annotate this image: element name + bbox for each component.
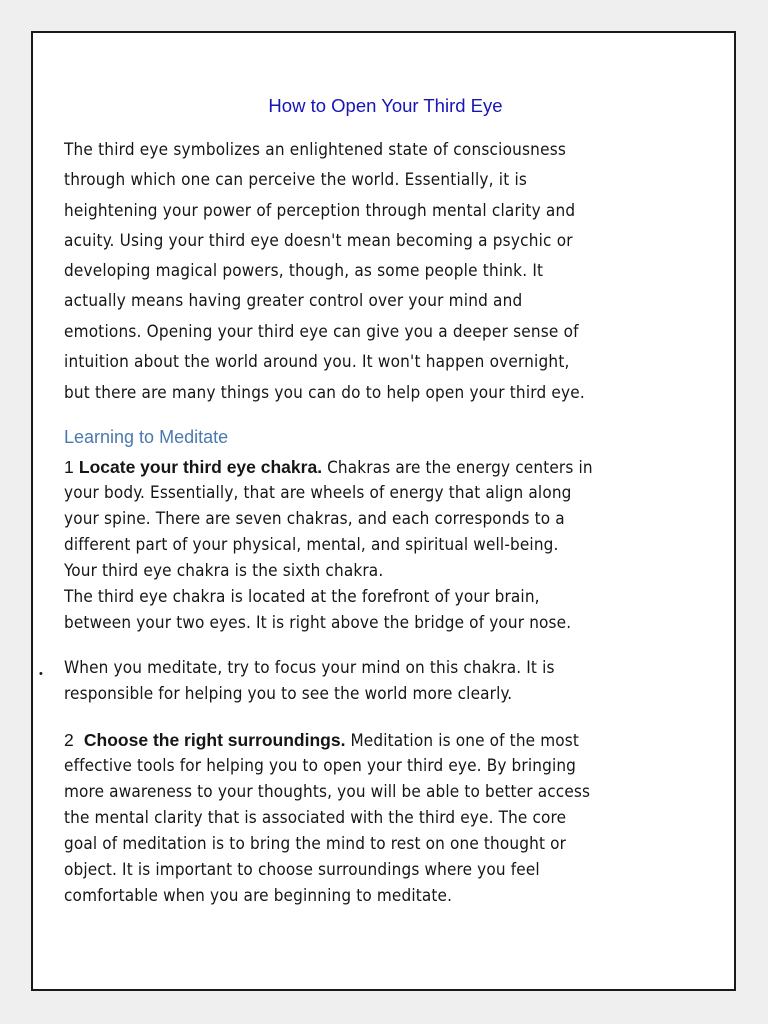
step2-line: more awareness to your thoughts, you will be able to better access [64, 782, 591, 802]
intro-line: The third eye symbolizes an enlightened state of consciousness [64, 140, 567, 160]
bullet-line: When you meditate, try to focus your mind on this chakra. It is [64, 658, 555, 678]
intro-line: through which one can perceive the world. Essentially, it is [64, 170, 528, 190]
step2-line: comfortable when you are beginning to meditate. [64, 886, 453, 906]
intro-line: acuity. Using your third eye doesn't mean becoming a psychic or [64, 231, 573, 251]
intro-line: actually means having greater control over your mind and [64, 291, 523, 311]
step2-first-line [64, 730, 579, 751]
section-heading: Learning to Meditate [64, 427, 229, 447]
step2-lead: Choose the right surroundings. [83, 730, 346, 750]
page-title: How to Open Your Third Eye [268, 95, 503, 116]
step1-line: between your two eyes. It is right above the bridge of your nose. [64, 613, 572, 633]
bullet-line: responsible for helping you to see the world more clearly. [64, 684, 513, 704]
step2-line: effective tools for helping you to open your third eye. By bringing [64, 756, 577, 776]
intro-line: emotions. Opening your third eye can give you a deeper sense of [64, 322, 579, 342]
step1-line: The third eye chakra is located at the forefront of your brain, [64, 587, 540, 607]
step1-line: different part of your physical, mental, and spiritual well-being. [64, 535, 559, 555]
step2-number: 2 [64, 730, 74, 750]
step2-line: object. It is important to choose surroundings where you feel [64, 860, 540, 880]
step1-first-line-rest: Chakras are the energy centers in [327, 458, 593, 478]
bullet-point: • [39, 668, 43, 680]
step2-first-line-rest: Meditation is one of the most [350, 731, 580, 751]
step1-line: Your third eye chakra is the sixth chakra. [64, 561, 384, 581]
intro-line: intuition about the world around you. It won't happen overnight, [64, 352, 570, 372]
step1-number: 1 [64, 457, 74, 477]
intro-line: but there are many things you can do to help open your third eye. [64, 383, 585, 403]
intro-line: developing magical powers, though, as some people think. It [64, 261, 544, 281]
document-page [31, 31, 736, 991]
step1-line: your spine. There are seven chakras, and each corresponds to a [64, 509, 565, 529]
step1-first-line [64, 457, 593, 478]
step1-line: your body. Essentially, that are wheels of energy that align along [64, 483, 572, 503]
intro-line: heightening your power of perception through mental clarity and [64, 201, 576, 221]
step1-lead: Locate your third eye chakra. [78, 457, 323, 477]
step2-line: the mental clarity that is associated with the third eye. The core [64, 808, 567, 828]
step2-line: goal of meditation is to bring the mind to rest on one thought or [64, 834, 567, 854]
